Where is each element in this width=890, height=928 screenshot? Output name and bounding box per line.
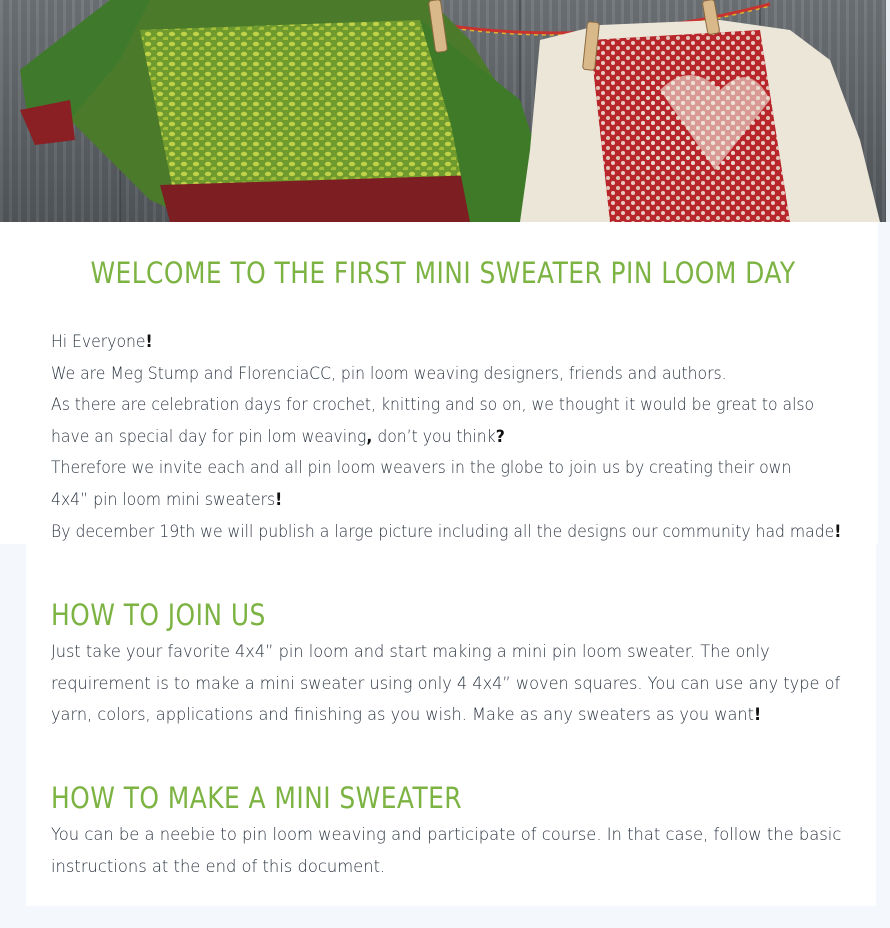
intro-line-5: Therefore we invite each and all pin loom weavers in the globe to join us by creating their own xyxy=(51,458,792,479)
intro-line-1: Hi Everyone! xyxy=(51,332,153,352)
hero-edge xyxy=(886,0,890,222)
intro-line-6: 4x4” pin loom mini sweaters! xyxy=(51,489,283,510)
hero-image xyxy=(0,0,886,222)
make-line-2: instructions at the end of this document. xyxy=(51,856,386,877)
join-line-1: Just take your favorite 4x4” pin loom and start making a mini pin loom sweater. The only xyxy=(51,642,770,662)
make-line-1: You can be a neebie to pin loom weaving and participate of course. In that case, follow the basic xyxy=(51,825,842,845)
intro-line-4: have an special day for pin lom weaving, don’t you think? xyxy=(51,426,505,447)
make-text xyxy=(51,820,841,883)
intro-line-7: By december 19th we will publish a large picture including all the designs our community had made! xyxy=(51,521,842,542)
intro-line-2: We are Meg Stump and FlorenciaCC, pin loom weaving designers, friends and authors. xyxy=(51,363,727,384)
green-sweater xyxy=(20,0,560,222)
join-line-2: requirement is to make a mini sweater using only 4 4x4” woven squares. You can use any type of xyxy=(51,673,841,694)
join-heading: HOW TO JOIN US xyxy=(51,598,266,632)
white-sweater xyxy=(520,20,880,222)
join-line-3: yarn, colors, applications and finishing as you wish. Make as any sweaters as you want! xyxy=(51,705,762,726)
make-heading: HOW TO MAKE A MINI SWEATER xyxy=(51,781,463,815)
join-text xyxy=(51,637,840,732)
page-title: WELCOME TO THE FIRST MINI SWEATER PIN LOOM DAY xyxy=(90,256,796,290)
intro-line-3: As there are celebration days for crochet, knitting and so on, we thought it would be great to also xyxy=(51,395,815,416)
intro-text xyxy=(51,327,841,548)
mini-sweaters-illustration xyxy=(0,0,886,222)
